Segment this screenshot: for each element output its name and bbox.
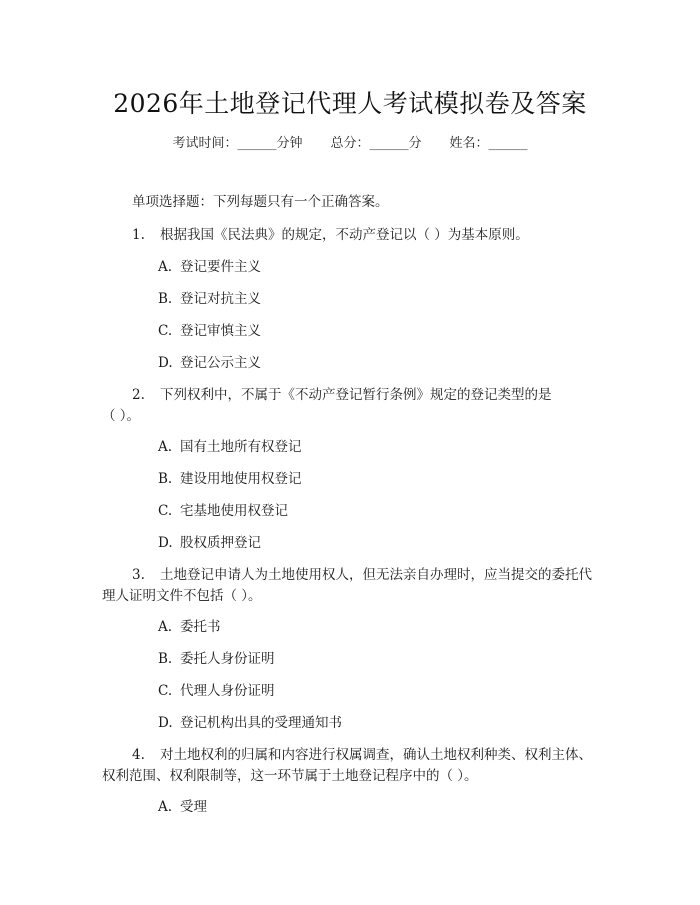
name-field: 姓名：______ bbox=[449, 136, 528, 151]
option-letter: A. bbox=[158, 799, 173, 815]
option-1d bbox=[158, 351, 261, 371]
option-2c bbox=[158, 499, 288, 519]
option-letter: D. bbox=[158, 715, 173, 731]
total-score-field: 总分：______分 bbox=[330, 136, 422, 151]
question-3-continued: 理人证明文件不包括（ ）。 bbox=[102, 588, 262, 604]
option-2b bbox=[158, 467, 302, 487]
question-number: 4. bbox=[132, 747, 145, 763]
option-text: 登记审慎主义 bbox=[180, 323, 261, 339]
option-3a bbox=[158, 615, 221, 635]
option-letter: C. bbox=[158, 683, 173, 699]
option-2d bbox=[158, 531, 261, 551]
option-1c bbox=[158, 319, 261, 339]
option-text: 登记对抗主义 bbox=[180, 291, 261, 307]
option-letter: D. bbox=[158, 355, 173, 371]
option-letter: D. bbox=[158, 535, 173, 551]
option-text: 登记公示主义 bbox=[180, 355, 261, 371]
section-heading: 单项选择题：下列每题只有一个正确答案。 bbox=[132, 194, 389, 210]
option-text: 受理 bbox=[180, 799, 207, 815]
option-text: 国有土地所有权登记 bbox=[180, 439, 302, 455]
option-text: 代理人身份证明 bbox=[180, 683, 275, 699]
question-text: 根据我国《民法典》的规定，不动产登记以（ ）为基本原则。 bbox=[160, 227, 529, 243]
question-2 bbox=[132, 383, 552, 403]
question-4-continued: 权利范围、权利限制等，这一环节属于土地登记程序中的（ ）。 bbox=[102, 768, 478, 784]
question-1 bbox=[132, 223, 529, 243]
option-3b bbox=[158, 647, 275, 667]
question-number: 1. bbox=[132, 227, 145, 243]
option-text: 委托书 bbox=[180, 619, 221, 635]
question-text: 对土地权利的归属和内容进行权属调查，确认土地权利种类、权利主体、 bbox=[160, 747, 592, 763]
option-1b bbox=[158, 287, 261, 307]
option-1a bbox=[158, 255, 261, 275]
document-title: 2026年土地登记代理人考试模拟卷及答案 bbox=[113, 89, 587, 118]
option-text: 宅基地使用权登记 bbox=[180, 503, 288, 519]
option-letter: B. bbox=[158, 471, 173, 487]
option-letter: C. bbox=[158, 503, 173, 519]
option-2a bbox=[158, 435, 302, 455]
option-letter: A. bbox=[158, 619, 173, 635]
option-letter: A. bbox=[158, 259, 173, 275]
option-letter: A. bbox=[158, 439, 173, 455]
exam-time-field: 考试时间：______分钟 bbox=[172, 136, 303, 151]
option-text: 委托人身份证明 bbox=[180, 651, 275, 667]
exam-info-line bbox=[0, 132, 700, 151]
option-3c bbox=[158, 679, 275, 699]
question-number: 2. bbox=[132, 387, 145, 403]
option-text: 建设用地使用权登记 bbox=[180, 471, 302, 487]
question-text: 下列权利中，不属于《不动产登记暂行条例》规定的登记类型的是 bbox=[160, 387, 552, 403]
option-text: 登记机构出具的受理通知书 bbox=[180, 715, 342, 731]
option-4a bbox=[158, 795, 207, 815]
question-number: 3. bbox=[132, 567, 145, 583]
option-letter: C. bbox=[158, 323, 173, 339]
question-3 bbox=[132, 563, 592, 583]
option-letter: B. bbox=[158, 291, 173, 307]
option-text: 股权质押登记 bbox=[180, 535, 261, 551]
option-letter: B. bbox=[158, 651, 173, 667]
option-3d bbox=[158, 711, 342, 731]
question-4 bbox=[132, 743, 592, 763]
question-text: 土地登记申请人为土地使用权人，但无法亲自办理时，应当提交的委托代 bbox=[160, 567, 592, 583]
question-2-continued: （ ）。 bbox=[102, 408, 141, 424]
option-text: 登记要件主义 bbox=[180, 259, 261, 275]
